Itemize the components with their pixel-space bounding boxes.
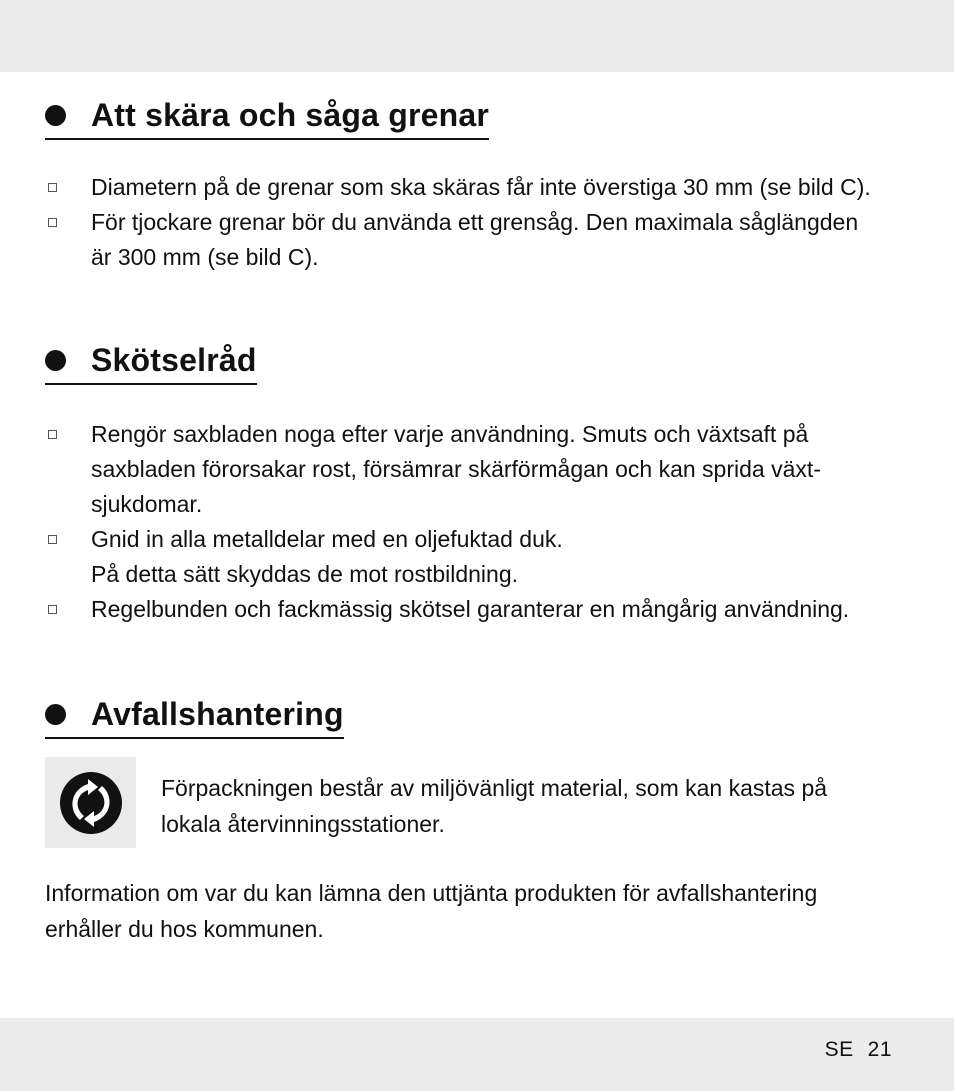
list-item: Gnid in alla metalldelar med en oljefuktad duk. På detta sätt skyddas de mot rostbildning. bbox=[45, 522, 925, 592]
bottom-band bbox=[0, 1018, 954, 1091]
bullet-dot-icon bbox=[45, 350, 66, 371]
checkbox-square-icon bbox=[48, 183, 57, 192]
green-dot-recycle-icon bbox=[45, 757, 136, 848]
bullet-dot-icon bbox=[45, 105, 66, 126]
section-title: Att skära och såga grenar bbox=[91, 97, 490, 133]
list-item: Regelbunden och fackmässig skötsel garanterar en mångårig användning. bbox=[45, 592, 925, 627]
recycle-symbol-icon bbox=[58, 770, 124, 836]
section-title: Avfallshantering bbox=[91, 696, 344, 732]
list-item: Rengör saxbladen noga efter varje användning. Smuts och växtsaft på saxbladen förorsakar rost, försämrar skärförmågan och kan sprida växt- sjukdomar. bbox=[45, 417, 925, 522]
cutting-list bbox=[45, 170, 925, 275]
section-heading-disposal bbox=[45, 695, 344, 739]
checkbox-square-icon bbox=[48, 218, 57, 227]
packaging-text: Förpackningen består av miljövänligt material, som kan kastas på lokala återvinningsstationer. bbox=[161, 775, 828, 837]
top-band bbox=[0, 0, 954, 72]
list-item: För tjockare grenar bör du använda ett grensåg. Den maximala såglängden är 300 mm (se bild C). bbox=[45, 205, 925, 275]
list-item: Diametern på de grenar som ska skäras får inte överstiga 30 mm (se bild C). bbox=[45, 170, 925, 205]
checkbox-square-icon bbox=[48, 605, 57, 614]
care-list bbox=[45, 417, 925, 627]
checkbox-square-icon bbox=[48, 430, 57, 439]
page-number: 21 bbox=[867, 1038, 892, 1061]
language-code: SE bbox=[824, 1038, 854, 1061]
checkbox-square-icon bbox=[48, 535, 57, 544]
section-heading-cutting bbox=[45, 96, 489, 140]
section-title: Skötselråd bbox=[91, 342, 257, 378]
bullet-dot-icon bbox=[45, 704, 66, 725]
section-heading-care bbox=[45, 341, 257, 385]
disposal-info-text: Information om var du kan lämna den uttjänta produkten för avfallshantering erhåller du hos kommunen. bbox=[45, 880, 818, 942]
page-footer bbox=[825, 1038, 892, 1062]
